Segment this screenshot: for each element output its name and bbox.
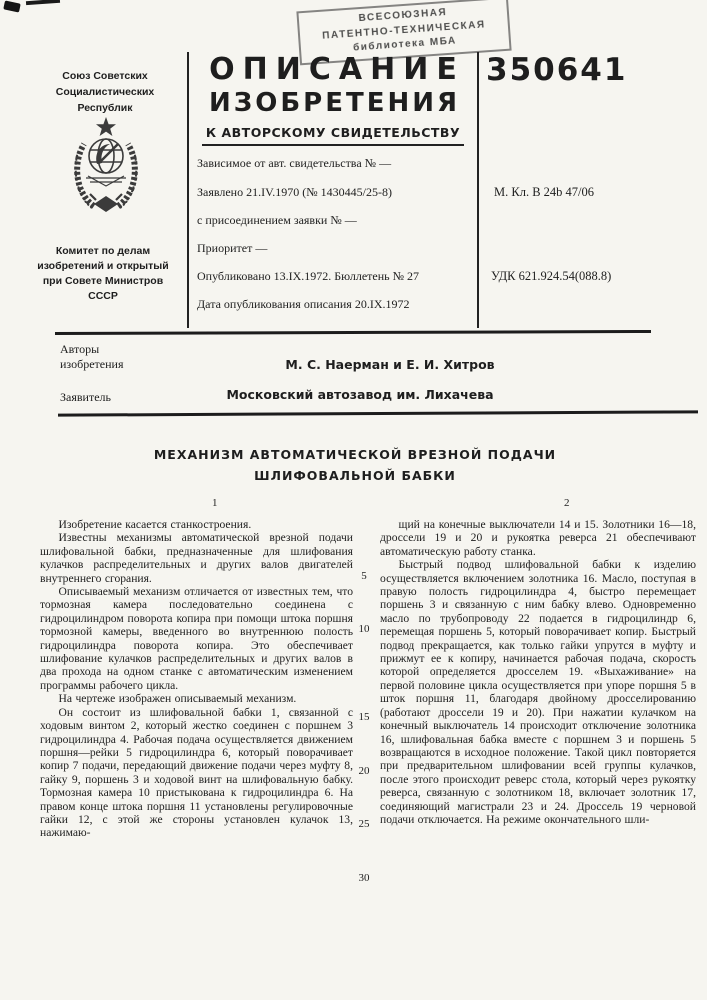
document-subtitle [192, 124, 474, 146]
field-dependent-certificate: Зависимое от авт. свидетельства № — [197, 156, 392, 170]
paragraph: Быстрый подвод шлифовальной бабки к изделию осуществляется включением золотника 16. Масло, поступая в правую полость гидроцилиндра 4, быстро перемещает поршень 3 и связанную с ним бабку влево. Одновременно масло по трубопроводу 22 подается в гидроцилиндр 6, перемещая поршень 5, который поворачивает копир. Быстрый подвод прекращается, как только гайки упрутся в муфту и прижмут ее к копиру, начинается рабочая подача, скорость которой определяется дросселем 19. «Выхаживание» на первой половине цикла осуществляется при упоре поршня 5 в шток поршня 11, благодаря двойному дросселированию (работают дроссели 19 и 20). При нажатии кулачком на конечный выключатель 14 происходит отключение золотника 16, шлифовальная бабка вместе с поршнем 3 и поршень 5 возвращаются в исходное положение. Такой цикл повторяется при предварительном шлифовании всей группы кулачков, после этого происходит реверс стола, который через рукоятку реверса, связанную с золотником 18, включает золотник 17, соединяющий магистрали 23 и 24. Дроссель 19 черновой подачи отключается. На режиме окончательного шли- [380, 558, 696, 826]
paragraph: Описываемый механизм отличается от известных тем, что тормозная камера последовательно соединена с гидроцилиндром поворота копира при помощи штока поршня тормозной камеры, введенного во внутреннюю полость гидроцилиндра поворота копира. Это обеспечивает шлифование кулачков распределительных и других валов в два прохода на одном станке с автоматическим изменением программы рабочего цикла. [40, 585, 353, 692]
horizontal-rule-authors [58, 410, 698, 416]
gutter-line-number: 30 [358, 872, 370, 884]
header-vertical-divider-left [187, 52, 189, 328]
library-stamp-text: ВСЕСОЮЗНАЯ ПАТЕНТНО-ТЕХНИЧЕСКАЯ библиотека МБА [321, 7, 486, 54]
gutter-line-number: 15 [358, 711, 370, 723]
paragraph: На чертеже изображен описываемый механизм. [58, 692, 297, 706]
paragraph: Известны механизмы автоматической врезной подачи шлифовальной бабки, предназначенные для шлифования кулачков распределительных и других валов двигателей внутреннего сгорания. [40, 531, 353, 585]
column-number-1: 1 [212, 497, 218, 509]
union-name: Союз Советских Социалистических Республик [55, 70, 155, 114]
document-title-line2: ИЗОБРЕТЕНИЯ [208, 88, 460, 118]
gutter-line-number: 25 [358, 818, 370, 830]
column-number-2: 2 [564, 497, 570, 509]
authors-names: М. С. Наерман и Е. И. Хитров [285, 357, 495, 372]
udk-number: УДК 621.924.54(088.8) [491, 269, 612, 283]
body-column-right [380, 518, 696, 826]
committee-name: Комитет по делам изобретений и открытый при Совете Министров СССР [37, 245, 169, 302]
field-filing-date: Заявлено 21.IV.1970 (№ 1430445/25-8) [197, 185, 392, 199]
gutter-line-number: 20 [358, 765, 370, 777]
invention-title: МЕХАНИЗМ АВТОМАТИЧЕСКОЙ ВРЕЗНОЙ ПОДАЧИ ШЛИФОВАЛЬНОЙ БАБКИ [153, 447, 557, 483]
applicant-name: Московский автозавод им. Лихачева [226, 387, 494, 402]
classification-mkl: М. Кл. B 24b 47/06 [494, 185, 594, 199]
field-published: Опубликовано 13.IX.1972. Бюллетень № 27 [197, 269, 420, 283]
ussr-coat-of-arms-icon [64, 116, 148, 216]
paragraph: Он состоит из шлифовальной бабки 1, связанной с ходовым винтом 2, который жестко соединен с поршнем 3 гидроцилиндра 4. Рабочая подача осуществляется движением поршня—рейки 5 гидроцилиндра 6, который поворачивает копир 7 подачи, передающий движение подачи через муфту 8, гайку 9, поршень 3 и ходовой винт на шлифовальную бабку. Тормозная камера 10 пристыкована к гидроцилиндра 6. На правом конце штока поршня 11 установлены регулировочные гайки 12, с этой же стороны установлен кулачок 13, нажимаю- [40, 705, 353, 840]
document-title-line1: ОПИСАНИЕ [209, 52, 465, 87]
scan-artifact [26, 0, 60, 5]
authors-label: Авторы изобретения [60, 342, 124, 371]
paragraph: Изобретение касается станкостроения. [58, 518, 252, 531]
horizontal-rule-top [55, 330, 651, 335]
patent-number: 350641 [486, 52, 628, 88]
field-priority: Приоритет — [197, 241, 268, 255]
scan-artifact [3, 0, 21, 12]
body-column-left [40, 518, 353, 840]
paragraph: щий на конечные выключатели 14 и 15. Золотники 16—18, дроссели 19 и 20 и рукоятка реверса 21 обеспечивают автоматическую работу станка. [380, 518, 696, 558]
gutter-line-number: 5 [361, 570, 367, 582]
document-subtitle-text: К АВТОРСКОМУ СВИДЕТЕЛЬСТВУ [202, 125, 464, 146]
field-joined-application: с присоединением заявки № — [197, 213, 357, 227]
field-publication-date: Дата опубликования описания 20.IX.1972 [197, 297, 410, 311]
header-vertical-divider-right [477, 52, 479, 328]
applicant-label: Заявитель [60, 390, 111, 404]
gutter-line-number: 10 [358, 623, 370, 635]
